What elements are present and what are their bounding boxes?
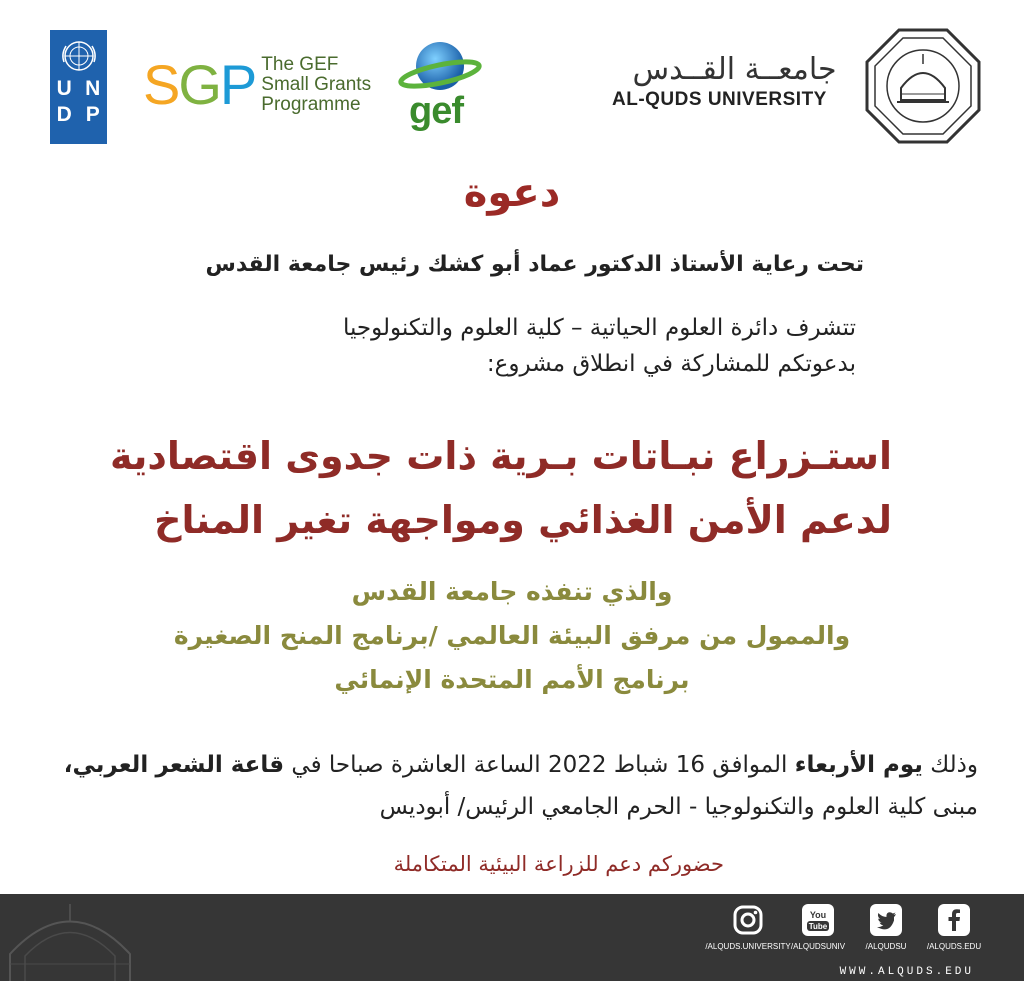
project-title	[110, 424, 892, 552]
project-title-line: استـزراع نبـاتات بـرية ذات جدوى اقتصادية	[110, 434, 892, 478]
youtube-icon[interactable]	[802, 904, 834, 936]
social-label: /ALQUDS.UNIVERSITY	[705, 942, 791, 951]
svg-text:You: You	[809, 910, 827, 920]
alquds-english-name: AL-QUDS UNIVERSITY	[612, 89, 827, 110]
project-title-line: لدعم الأمن الغذائي ومواجهة تغير المناخ	[154, 498, 892, 542]
social-label: /ALQUDSUNIV	[790, 942, 846, 951]
implementation-line: والممول من مرفق البيئة العالمي /برنامج المنح الصغيرة	[173, 621, 851, 650]
host-line: بدعوتكم للمشاركة في انطلاق مشروع:	[486, 351, 856, 377]
venue-text: مبنى كلية العلوم والتكنولوجيا - الحرم الجامعي الرئيس/ أبوديس	[379, 794, 978, 820]
gef-globe-icon	[395, 38, 485, 98]
twitter-icon[interactable]	[870, 904, 902, 936]
undp-letter: P	[85, 103, 100, 126]
alquds-arabic-name: جامعــة القــدس	[632, 52, 837, 87]
host-text	[343, 310, 856, 382]
host-line: تتشرف دائرة العلوم الحياتية – كلية العلوم والتكنولوجيا	[342, 315, 856, 341]
sgp-text-line: The GEF	[261, 54, 339, 75]
website-url[interactable]: WWW.ALQUDS.EDU	[839, 966, 974, 978]
undp-letter: U	[56, 77, 72, 100]
sgp-letter-p: P	[219, 53, 256, 116]
gef-word: gef	[409, 90, 463, 132]
facebook-icon[interactable]	[938, 904, 970, 936]
date-text: الموافق 16 شباط 2022 الساعة العاشرة صباحا في	[291, 752, 788, 778]
social-instagram[interactable]	[705, 904, 791, 954]
alquds-seal-icon	[865, 28, 981, 144]
implementation-text	[0, 570, 1024, 702]
sgp-logo	[143, 50, 371, 120]
sgp-text-line: Small Grants	[261, 74, 372, 95]
sgp-mark	[143, 55, 255, 115]
un-emblem-icon	[59, 36, 99, 76]
social-label: /ALQUDSU	[865, 942, 907, 951]
event-day: يوم الأربعاء	[794, 752, 923, 778]
undp-letter: N	[85, 77, 101, 100]
undp-letter: D	[56, 103, 72, 126]
gef-logo	[395, 38, 485, 133]
date-text: وذلك	[930, 752, 978, 778]
svg-text:Tube: Tube	[808, 922, 828, 931]
implementation-line: والذي تنفذه جامعة القدس	[351, 577, 673, 606]
patronage-line: تحت رعاية الأستاذ الدكتور عماد أبو كشك رئيس جامعة القدس	[205, 252, 864, 277]
event-details	[18, 744, 978, 828]
invitation-title: دعوة	[463, 170, 561, 216]
support-line: حضوركم دعم للزراعة البيئية المتكاملة	[393, 852, 724, 876]
instagram-icon[interactable]	[732, 904, 764, 936]
sgp-letter-g: G	[178, 53, 220, 116]
social-label: /ALQUDS.EDU	[926, 942, 982, 951]
implementation-line: برنامج الأمم المتحدة الإنمائي	[334, 665, 690, 694]
venue-hall: العربي،	[63, 752, 149, 778]
logo-row	[0, 0, 1024, 160]
alquds-wordmark	[612, 52, 857, 112]
sgp-letter-s: S	[143, 53, 179, 116]
dome-watermark-icon	[0, 894, 140, 981]
undp-logo	[50, 30, 107, 144]
sgp-text	[261, 55, 371, 115]
sgp-text-line: Programme	[261, 94, 361, 115]
venue-hall: قاعة الشعر	[155, 752, 285, 778]
